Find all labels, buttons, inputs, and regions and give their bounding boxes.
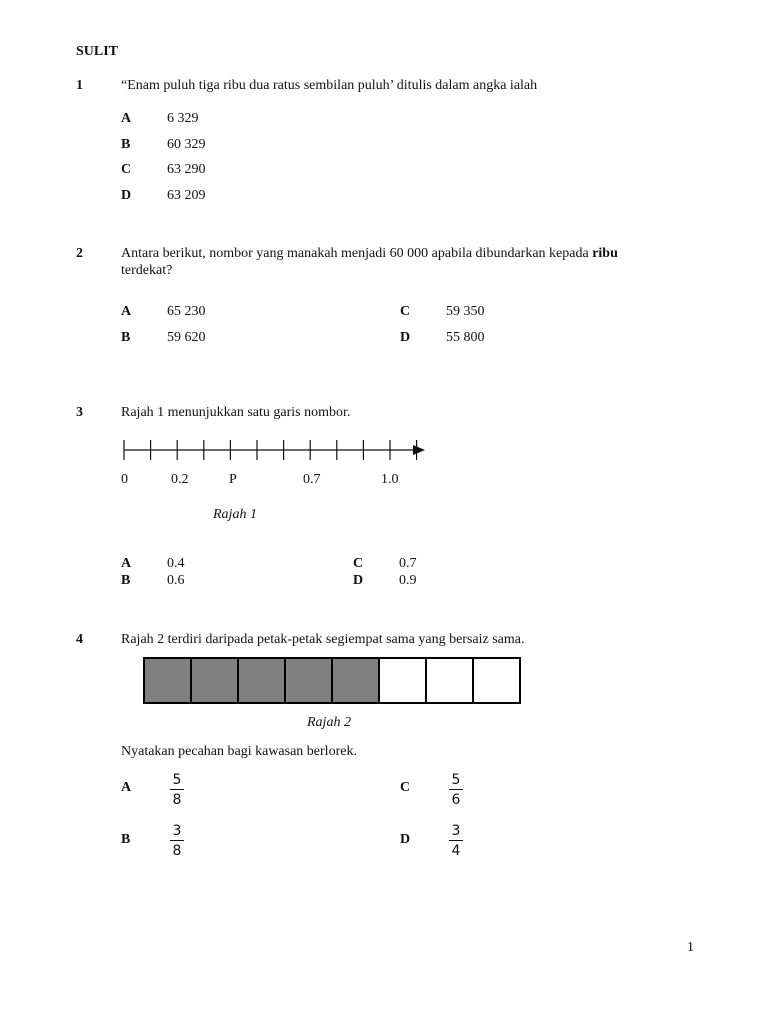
- shaded-cell: [239, 659, 286, 702]
- option-value: 65 230: [167, 304, 206, 319]
- unshaded-cell: [427, 659, 474, 702]
- option-value: 0.9: [399, 573, 417, 588]
- fraction-bar: [170, 789, 184, 790]
- question-text: Rajah 2 terdiri daripada petak-petak segiempat sama yang bersaiz sama.: [121, 632, 525, 647]
- page-number: 1: [687, 940, 694, 955]
- fraction-denominator: 4: [451, 843, 461, 859]
- option-value: 0.6: [167, 573, 185, 588]
- question-text: Rajah 1 menunjukkan satu garis nombor.: [121, 405, 351, 420]
- question-text-line2: terdekat?: [121, 263, 173, 278]
- question-text: “Enam puluh tiga ribu dua ratus sembilan puluh’ ditulis dalam angka ialah: [121, 78, 538, 93]
- number-line-label: 0.2: [171, 472, 189, 487]
- number-line-label: 1.0: [381, 472, 399, 487]
- question-text-emphasis: ribu: [592, 246, 618, 261]
- number-line-label: 0.7: [303, 472, 321, 487]
- option-value: 63 209: [167, 188, 206, 203]
- fraction-bar: [449, 789, 463, 790]
- option-letter: A: [121, 556, 132, 571]
- option-value: 0.4: [167, 556, 185, 571]
- option-value: 63 290: [167, 162, 206, 177]
- option-value: 55 800: [446, 330, 485, 345]
- question-number: 2: [76, 246, 83, 261]
- shaded-cell: [286, 659, 333, 702]
- question-prompt: Nyatakan pecahan bagi kawasan berlorek.: [121, 744, 357, 759]
- option-letter: A: [121, 304, 132, 319]
- unshaded-cell: [474, 659, 519, 702]
- option-letter: B: [121, 137, 131, 152]
- number-line-arrowhead: [413, 445, 425, 455]
- option-letter: C: [121, 162, 132, 177]
- option-value: 6 329: [167, 111, 199, 126]
- option-fraction: [449, 772, 463, 808]
- fraction-denominator: 8: [172, 843, 182, 859]
- shaded-cell: [333, 659, 380, 702]
- question-number: 1: [76, 78, 83, 93]
- option-value: 60 329: [167, 137, 206, 152]
- fraction-bar: [170, 840, 184, 841]
- option-letter: B: [121, 330, 131, 345]
- number-line-label: P: [229, 472, 237, 487]
- option-fraction: [170, 823, 184, 859]
- option-letter: D: [400, 832, 411, 847]
- option-letter: D: [121, 188, 132, 203]
- shaded-cell: [145, 659, 192, 702]
- option-letter: A: [121, 111, 132, 126]
- shaded-cell: [192, 659, 239, 702]
- header-label: SULIT: [76, 44, 119, 59]
- fraction-denominator: 8: [172, 792, 182, 808]
- fraction-numerator: 5: [451, 772, 461, 788]
- question-number: 3: [76, 405, 83, 420]
- shaded-grid: [143, 657, 521, 704]
- number-line-label: 0: [121, 472, 128, 487]
- figure-caption: Rajah 2: [307, 715, 351, 730]
- question-text-part: Antara berikut, nombor yang manakah menjadi 60 000 apabila dibundarkan kepada: [121, 246, 593, 261]
- fraction-numerator: 5: [172, 772, 182, 788]
- option-letter: C: [400, 304, 411, 319]
- option-letter: D: [353, 573, 364, 588]
- option-value: 59 350: [446, 304, 485, 319]
- option-letter: A: [121, 780, 132, 795]
- option-letter: C: [400, 780, 411, 795]
- option-letter: D: [400, 330, 411, 345]
- option-fraction: [170, 772, 184, 808]
- option-value: 0.7: [399, 556, 417, 571]
- question-text: [121, 246, 618, 262]
- number-line: [110, 432, 440, 468]
- option-value: 59 620: [167, 330, 206, 345]
- option-letter: B: [121, 832, 131, 847]
- fraction-bar: [449, 840, 463, 841]
- option-letter: C: [353, 556, 364, 571]
- option-fraction: [449, 823, 463, 859]
- fraction-numerator: 3: [172, 823, 182, 839]
- unshaded-cell: [380, 659, 427, 702]
- figure-caption: Rajah 1: [213, 507, 257, 522]
- fraction-numerator: 3: [451, 823, 461, 839]
- option-letter: B: [121, 573, 131, 588]
- question-number: 4: [76, 632, 83, 647]
- fraction-denominator: 6: [451, 792, 461, 808]
